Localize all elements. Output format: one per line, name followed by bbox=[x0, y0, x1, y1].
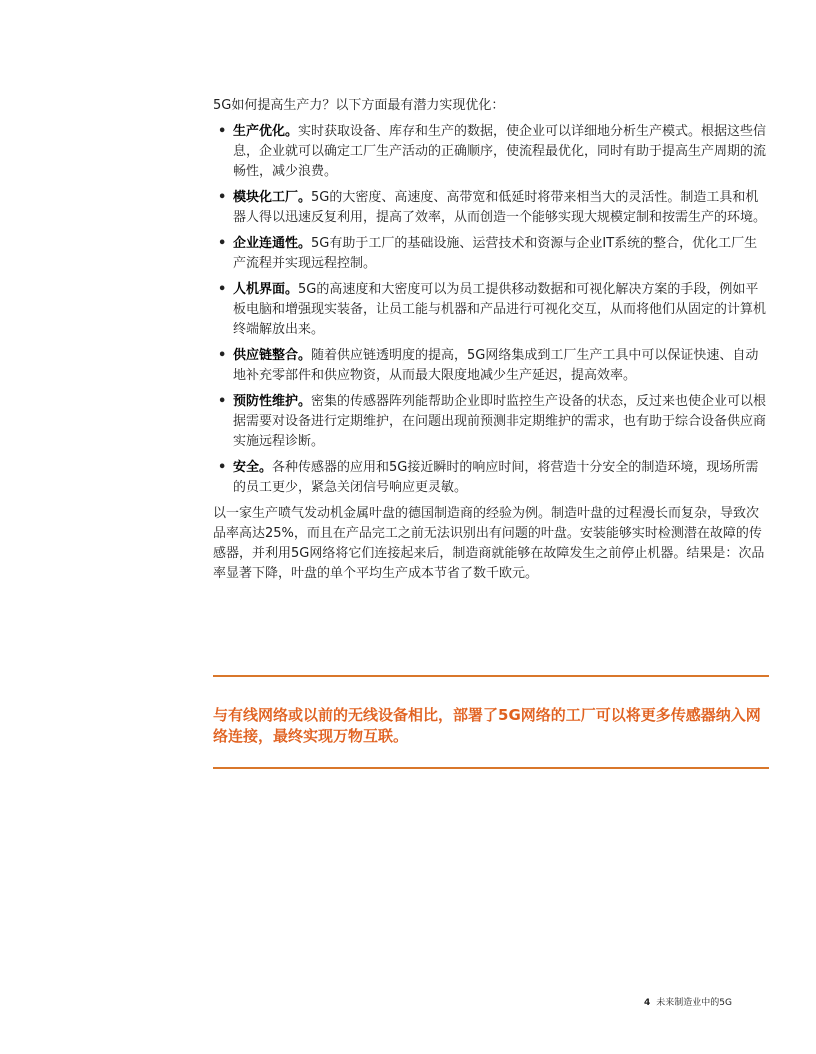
bullet-icon: • bbox=[218, 236, 227, 251]
list-item bbox=[213, 122, 769, 182]
bullet-icon: • bbox=[218, 124, 227, 139]
bullet-icon: • bbox=[218, 460, 227, 475]
footer-title: 未来制造业中的5G bbox=[656, 998, 732, 1008]
list-item bbox=[213, 234, 769, 274]
page-number: 4 bbox=[644, 998, 651, 1008]
list-item-text: 各种传感器的应用和5G接近瞬时的响应时间，将营造十分安全的制造环境，现场所需的员工更少，紧急关闭信号响应更灵敏。 bbox=[233, 460, 759, 495]
list-item-term: 安全。 bbox=[233, 460, 273, 475]
bullet-icon: • bbox=[218, 282, 227, 297]
list-item-text: 5G的大密度、高速度、高带宽和低延时将带来相当大的灵活性。制造工具和机器人得以迅速反复利用，提高了效率，从而创造一个能够实现大规模定制和按需生产的环境。 bbox=[233, 190, 767, 225]
bullet-icon: • bbox=[218, 348, 227, 363]
list-item-text: 实时获取设备、库存和生产的数据，使企业可以详细地分析生产模式。根据这些信息，企业就可以确定工厂生产活动的正确顺序，使流程最优化，同时有助于提高生产周期的流畅性，减少浪费。 bbox=[233, 124, 767, 179]
pull-quote bbox=[213, 675, 769, 769]
list-item bbox=[213, 346, 769, 386]
list-item bbox=[213, 280, 769, 340]
pull-quote-text: 与有线网络或以前的无线设备相比，部署了5G网络的工厂可以将更多传感器纳入网络连接，最终实现万物互联。 bbox=[213, 706, 761, 745]
intro-text: 5G如何提高生产力？以下方面最有潜力实现优化： bbox=[213, 98, 505, 113]
bullet-icon: • bbox=[218, 394, 227, 409]
list-item-term: 人机界面。 bbox=[233, 282, 299, 297]
list-item-term: 企业连通性。 bbox=[233, 236, 312, 251]
list-item bbox=[213, 392, 769, 452]
list-item bbox=[213, 188, 769, 228]
benefit-list bbox=[213, 122, 769, 498]
example-paragraph: 以一家生产喷气发动机金属叶盘的德国制造商的经验为例。制造叶盘的过程漫长而复杂，导致次品率高达25%，而且在产品完工之前无法识别出有问题的叶盘。安装能够实时检测潜在故障的传感器，并利用5G网络将它们连接起来后，制造商就能够在故障发生之前停止机器。结果是：次品率显著下降，叶盘的单个平均生产成本节省了数千欧元。 bbox=[213, 506, 765, 581]
list-item-text: 5G有助于工厂的基础设施、运营技术和资源与企业IT系统的整合，优化工厂生产流程并实现远程控制。 bbox=[233, 236, 758, 271]
main-content bbox=[213, 96, 769, 584]
list-item-term: 模块化工厂。 bbox=[233, 190, 312, 205]
list-item-term: 预防性维护。 bbox=[233, 394, 312, 409]
bullet-icon: • bbox=[218, 190, 227, 205]
list-item bbox=[213, 458, 769, 498]
page-footer bbox=[644, 995, 732, 1008]
list-item-text: 5G的高速度和大密度可以为员工提供移动数据和可视化解决方案的手段，例如平板电脑和增强现实装备，让员工能与机器和产品进行可视化交互，从而将他们从固定的计算机终端解放出来。 bbox=[233, 282, 767, 337]
list-item-text: 随着供应链透明度的提高，5G网络集成到工厂生产工具中可以保证快速、自动地补充零部件和供应物资，从而最大限度地减少生产延迟，提高效率。 bbox=[233, 348, 759, 383]
list-item-term: 供应链整合。 bbox=[233, 348, 312, 363]
list-item-text: 密集的传感器阵列能帮助企业即时监控生产设备的状态，反过来也使企业可以根据需要对设备进行定期维护，在问题出现前预测非定期维护的需求，也有助于综合设备供应商实施远程诊断。 bbox=[233, 394, 767, 449]
list-item-term: 生产优化。 bbox=[233, 124, 299, 139]
